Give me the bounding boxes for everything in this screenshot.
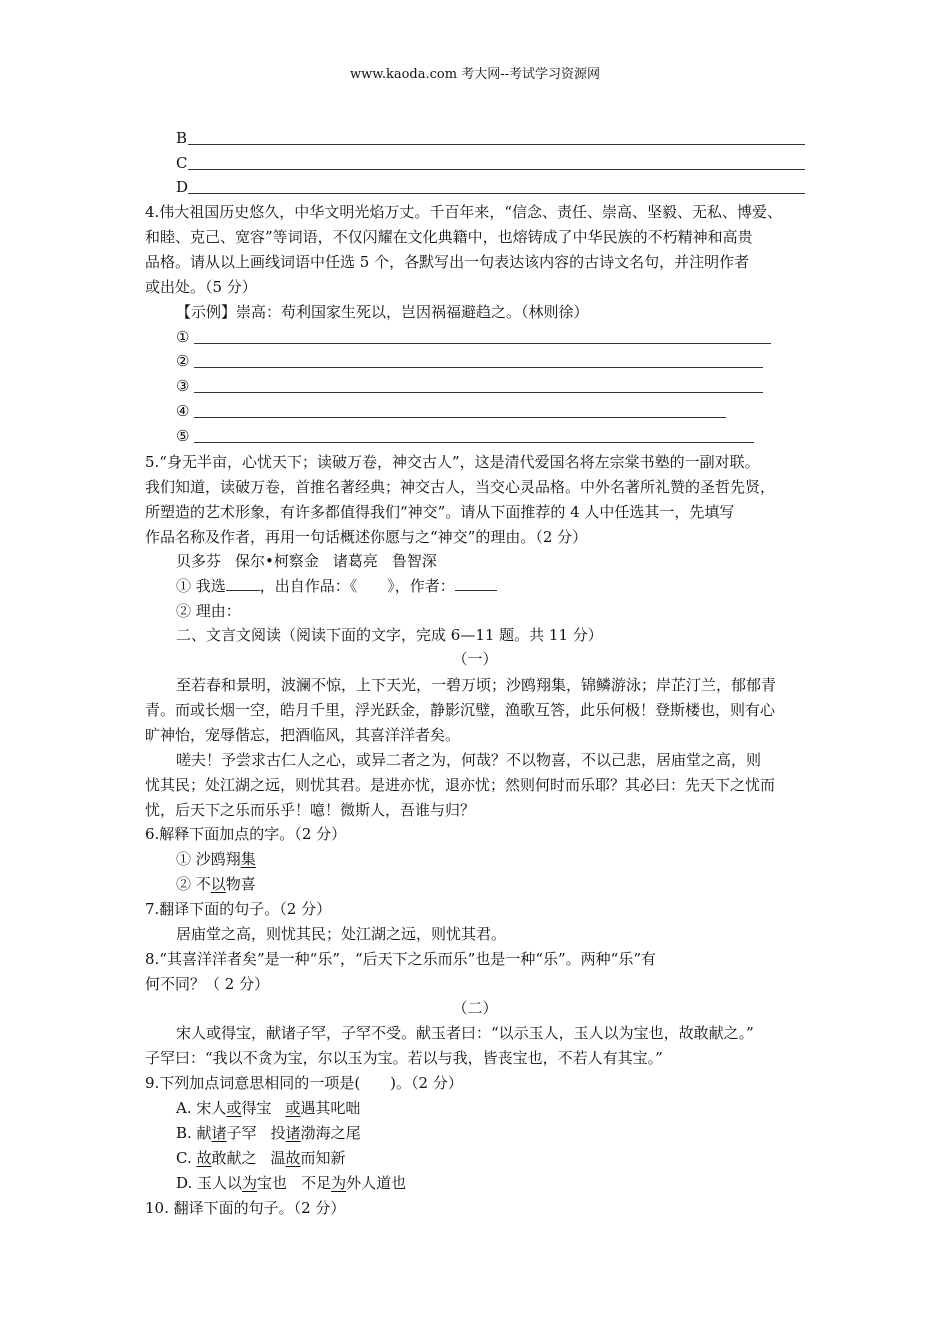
q4-blank-1[interactable] xyxy=(194,343,771,344)
marked-word: 故 xyxy=(285,1149,301,1167)
q5-text: 5.“身无半亩，心忧天下；读破万卷，神交古人”，这是清代爱国名将左宗棠书塾的一副对联。 xyxy=(145,453,760,471)
q3-blank-b[interactable] xyxy=(188,144,805,145)
option-text: A. 宋人 xyxy=(176,1099,227,1117)
marked-word: 为 xyxy=(331,1174,347,1192)
marked-word: 或 xyxy=(226,1099,242,1117)
q6-marked-char: 以 xyxy=(210,875,226,893)
q7-stem: 7.翻译下面的句子。（2 分） xyxy=(145,900,332,918)
q5-author-blank[interactable] xyxy=(455,576,497,591)
option-text: 敢献之 xyxy=(211,1149,257,1167)
passage2-line: 忧，后天下之乐而乐乎！噫！微斯人，吾谁与归？ xyxy=(145,801,476,819)
q9-stem: 9.下列加点词意思相同的一项是( )。（2 分） xyxy=(145,1074,463,1092)
q3-blank-c[interactable] xyxy=(188,169,805,170)
q6-marked-char: 集 xyxy=(240,850,256,868)
option-text: 投 xyxy=(270,1124,286,1142)
passage2-line: 嗟夫！予尝求古仁人之心，或异二者之为，何哉？不以物喜，不以己悲，居庙堂之高，则 xyxy=(176,751,762,769)
option-text: D. 玉人以 xyxy=(176,1174,243,1192)
option-text: 遇其叱咄 xyxy=(300,1099,361,1117)
q6-item-text: ① 沙鸥翔 xyxy=(176,850,241,868)
q3-label-b: B xyxy=(176,129,188,147)
q4-blank-5[interactable] xyxy=(194,442,754,443)
q4-circle-1: ① xyxy=(176,328,190,346)
q5-author-label: 》，作者： xyxy=(387,577,455,595)
q4-text: 和睦、克己、宽容”等词语，不仅闪耀在文化典籍中，也熔铸成了中华民族的不朽精神和高贵 xyxy=(145,228,753,246)
q6-item-2 xyxy=(176,873,256,895)
q4-text: 4.伟大祖国历史悠久，中华文明光焰万丈。千百年来，“信念、责任、崇高、坚毅、无私、博爱、 xyxy=(145,203,782,221)
part1-heading: （一） xyxy=(452,650,498,668)
q6-item-text: ② 不 xyxy=(176,875,211,893)
marked-word: 故 xyxy=(196,1149,212,1167)
q5-name: 诸葛亮 xyxy=(332,552,378,570)
option-text: 宝也 xyxy=(257,1174,288,1192)
q4-text: 或出处。（5 分） xyxy=(145,278,257,296)
q9-option-c[interactable] xyxy=(176,1147,346,1169)
passage3-line: 宋人或得宝，献诸子罕，子罕不受。献玉者曰：“以示玉人，玉人以为宝也，故敢献之。” xyxy=(176,1024,754,1042)
q5-work-label: ，出自作品：《 xyxy=(259,577,358,595)
q6-item-text: 物喜 xyxy=(225,875,256,893)
q6-stem: 6.解释下面加点的字。（2 分） xyxy=(145,825,347,843)
marked-word: 诸 xyxy=(285,1124,301,1142)
q5-choose-line xyxy=(176,575,497,597)
part2-heading: （二） xyxy=(452,999,498,1017)
option-text: 而知新 xyxy=(300,1149,346,1167)
q9-option-b[interactable] xyxy=(176,1122,361,1144)
option-text: B. 献 xyxy=(176,1124,212,1142)
q9-option-a[interactable] xyxy=(176,1097,360,1119)
q5-text: 我们知道，读破万卷，首推名著经典；神交古人，当交心灵品格。中外名著所礼赞的圣哲先贤， xyxy=(145,478,776,496)
passage2-line: 忧其民；处江湖之远，则忧其君。是进亦忧，退亦忧；然则何时而乐耶？其必曰：先天下之忧而 xyxy=(145,776,776,794)
passage1-line: 至若春和景明，波澜不惊，上下天光，一碧万顷；沙鸥翔集，锦鳞游泳；岸芷汀兰，郁郁青 xyxy=(176,676,777,694)
q4-example: 【示例】崇高：苟利国家生死以，岂因祸福避趋之。（林则徐） xyxy=(176,303,589,321)
q4-circle-3: ③ xyxy=(176,377,190,395)
q4-blank-3[interactable] xyxy=(194,392,763,393)
marked-word: 诸 xyxy=(211,1124,227,1142)
marked-word: 为 xyxy=(242,1174,258,1192)
page-header: www.kaoda.com 考大网--考试学习资源网 xyxy=(350,67,600,82)
q3-label-d: D xyxy=(176,178,189,196)
q8-text: 何不同？（ 2 分） xyxy=(145,975,270,993)
q5-name: 保尔•柯察金 xyxy=(235,552,319,570)
q5-names xyxy=(176,550,437,572)
option-text: 渤海之尾 xyxy=(300,1124,361,1142)
passage1-line: 青。而或长烟一空，皓月千里，浮光跃金，静影沉璧，渔歌互答，此乐何极！登斯楼也，则有心 xyxy=(145,701,776,719)
q5-text: 所塑造的艺术形象，有许多都值得我们“神交”。请从下面推荐的 4 人中任选其一，先填写 xyxy=(145,503,735,521)
q4-blank-2[interactable] xyxy=(194,367,763,368)
q5-choose-prefix: ① 我选 xyxy=(176,577,226,595)
marked-word: 或 xyxy=(285,1099,301,1117)
q3-blank-d[interactable] xyxy=(188,193,805,194)
q3-label-c: C xyxy=(176,154,188,172)
q5-choice-blank[interactable] xyxy=(226,576,260,591)
q6-item-1 xyxy=(176,848,256,870)
passage3-line: 子罕曰：“我以不贪为宝，尔以玉为宝。若以与我，皆丧宝也，不若人有其宝。” xyxy=(145,1049,663,1067)
q4-text: 品格。请从以上画线词语中任选 5 个，各默写出一句表达该内容的古诗文名句，并注明作者 xyxy=(145,253,750,271)
option-text: C. xyxy=(176,1149,197,1167)
q4-blank-4[interactable] xyxy=(194,417,726,418)
passage1-line: 旷神怡，宠辱偕忘，把酒临风，其喜洋洋者矣。 xyxy=(145,726,461,744)
option-text: 子罕 xyxy=(226,1124,257,1142)
section2-title: 二、文言文阅读（阅读下面的文字，完成 6—11 题。共 11 分） xyxy=(176,626,603,644)
option-text: 外人道也 xyxy=(346,1174,407,1192)
q4-circle-4: ④ xyxy=(176,402,190,420)
q5-reason: ② 理由： xyxy=(176,602,241,620)
q4-circle-5: ⑤ xyxy=(176,427,190,445)
option-text: 得宝 xyxy=(241,1099,272,1117)
q5-text: 作品名称及作者，再用一句话概述你愿与之“神交”的理由。（2 分） xyxy=(145,528,588,546)
q4-circle-2: ② xyxy=(176,352,190,370)
q8-text: 8.“其喜洋洋者矣”是一种“乐”，“后天下之乐而乐”也是一种“乐”。两种“乐”有 xyxy=(145,950,656,968)
q5-name: 鲁智深 xyxy=(391,552,437,570)
q7-sentence: 居庙堂之高，则忧其民；处江湖之远，则忧其君。 xyxy=(176,925,507,943)
option-text: 温 xyxy=(270,1149,286,1167)
q9-option-d[interactable] xyxy=(176,1172,406,1194)
q10-stem: 10. 翻译下面的句子。（2 分） xyxy=(145,1199,346,1217)
option-text: 不足 xyxy=(301,1174,332,1192)
q5-name: 贝多芬 xyxy=(176,552,222,570)
